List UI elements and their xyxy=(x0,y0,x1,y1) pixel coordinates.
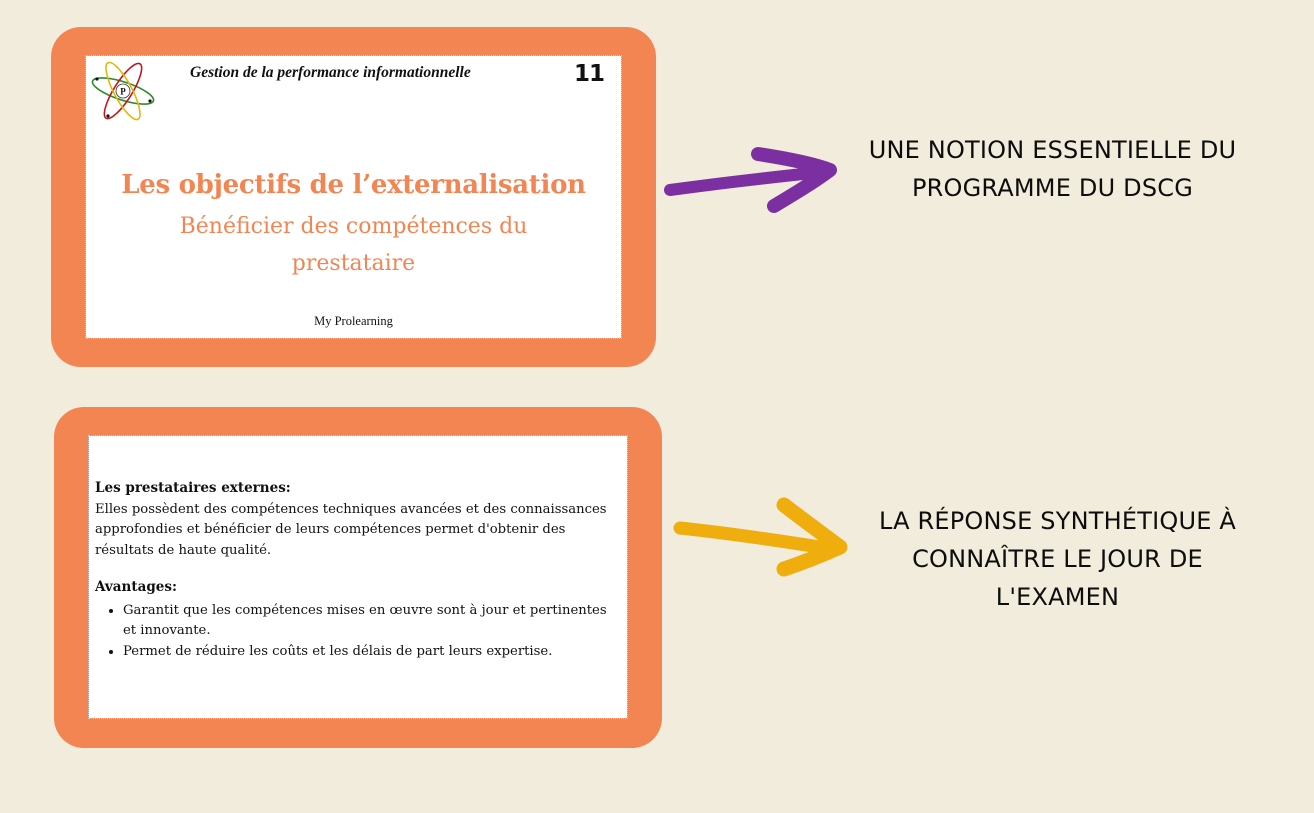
slide-number: 11 xyxy=(573,61,604,87)
slide-footer: My Prolearning xyxy=(314,314,393,328)
advantages-list xyxy=(95,601,617,663)
list-item: • Permet de réduire les coûts et les délais de part leurs expertise. xyxy=(123,642,617,663)
logo-letter: P xyxy=(120,86,126,97)
heading-external-providers: Les prestataires externes: xyxy=(95,480,291,496)
slide-title: Les objectifs de l’externalisation xyxy=(121,170,586,200)
heading-advantages: Avantages: xyxy=(95,579,177,595)
list-item: • Garantit que les compétences mises en œuvre sont à jour et pertinentes et innovante. xyxy=(123,601,617,642)
answer-slide xyxy=(89,436,627,718)
arrow-right-icon xyxy=(664,140,844,215)
caption-top: UNE NOTION ESSENTIELLE DU PROGRAMME DU DSCG xyxy=(868,136,1237,202)
arrow-right-icon xyxy=(672,495,854,577)
question-slide xyxy=(86,56,621,338)
paragraph-external-providers: Elles possèdent des compétences techniques avancées et des connaissances approfondies et bénéficier de leurs compétences permet d'obtenir des résultats de haute qualité. xyxy=(95,501,607,558)
answer-content xyxy=(95,478,617,662)
slide-subtitle: Bénéficier des compétences du prestataire xyxy=(179,214,528,276)
caption-bottom: LA RÉPONSE SYNTHÉTIQUE À CONNAÎTRE LE JOUR DE L'EXAMEN xyxy=(878,507,1237,611)
course-title: Gestion de la performance informationnelle xyxy=(190,64,471,81)
atom-logo-icon xyxy=(88,59,158,123)
